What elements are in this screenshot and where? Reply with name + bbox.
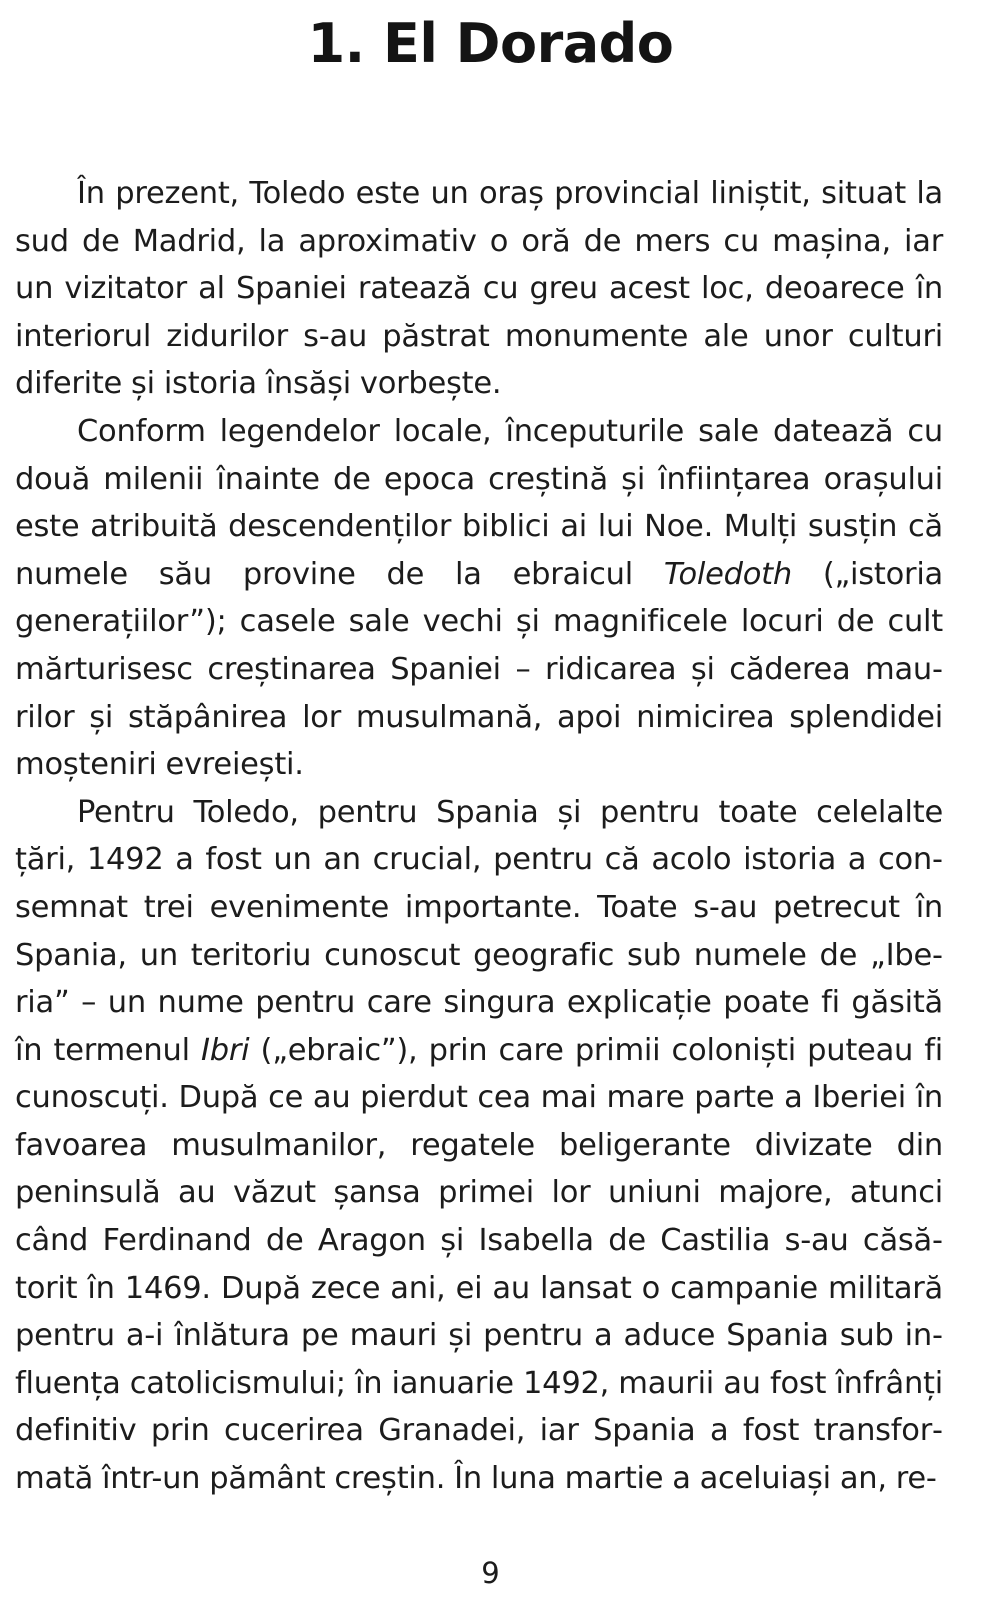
paragraph-3-text-a: Pentru Toledo, pentru Spania și pentru toate celelalte țări, 1492 a fost un an crucial, pentru că acolo istoria a consemnat trei evenimente importante. Toate s-au petrecut în Spania, un teritoriu cunoscut geografic sub numele de „Iberia” – un nume pentru care singura explicație poate fi găsită în termenul	[15, 794, 943, 1068]
paragraph-1-text: În prezent, Toledo este un oraș provincial liniștit, situat la sud de Madrid, la aproximativ o oră de mers cu mașina, iar un vizitator al Spaniei ratează cu greu acest loc, deoarece în interiorul zidurilor s-au păstrat monumente ale unor culturi diferite și istoria însăși vorbește.	[15, 176, 943, 402]
paragraph-2-text-a: Conform legendelor locale, începuturile sale datează cu două milenii înainte de epoca creștină și înființarea orașului este atribuită descendenților biblici ai lui Noe. Mulți susțin că numele său provine de la ebraicul	[15, 413, 943, 592]
paragraph-2	[15, 408, 943, 789]
text-body	[15, 170, 943, 1503]
paragraph-3-text-b: („ebraic”), prin care primii coloniști puteau fi cunoscuți. După ce au pierdut cea mai mare parte a Iberiei în favoarea musulmanilor, regatele beligerante divizate din peninsulă au văzut șansa primei lor uniuni majore, atunci când Ferdinand de Aragon și Isabella de Castilia s-au căsătorit în 1469. După zece ani, ei au lansat o campanie militară pentru a-i înlătura pe mauri și pentru a aduce Spania sub influența catolicismului; în ianuarie 1492, maurii au fost înfrânți definitiv prin cucerirea Granadei, iar Spania a fost transformată într-un pământ creștin. În luna martie a aceluiași an, re-	[15, 1032, 943, 1497]
paragraph-3-italic-term: Ibri	[201, 1032, 250, 1068]
paragraph-1	[15, 170, 943, 408]
paragraph-2-italic-term: Toledoth	[663, 556, 792, 592]
page-number: 9	[481, 1556, 500, 1590]
chapter-title: 1. El Dorado	[307, 12, 674, 75]
paragraph-3	[15, 789, 943, 1503]
paragraph-2-text-b: („istoria generațiilor”); casele sale vechi și magnificele locuri de cult mărturisesc creștinarea Spaniei – ridicarea și căderea maurilor și stăpânirea lor musulmană, apoi nimicirea splendidei moșteniri evreiești.	[15, 556, 943, 783]
